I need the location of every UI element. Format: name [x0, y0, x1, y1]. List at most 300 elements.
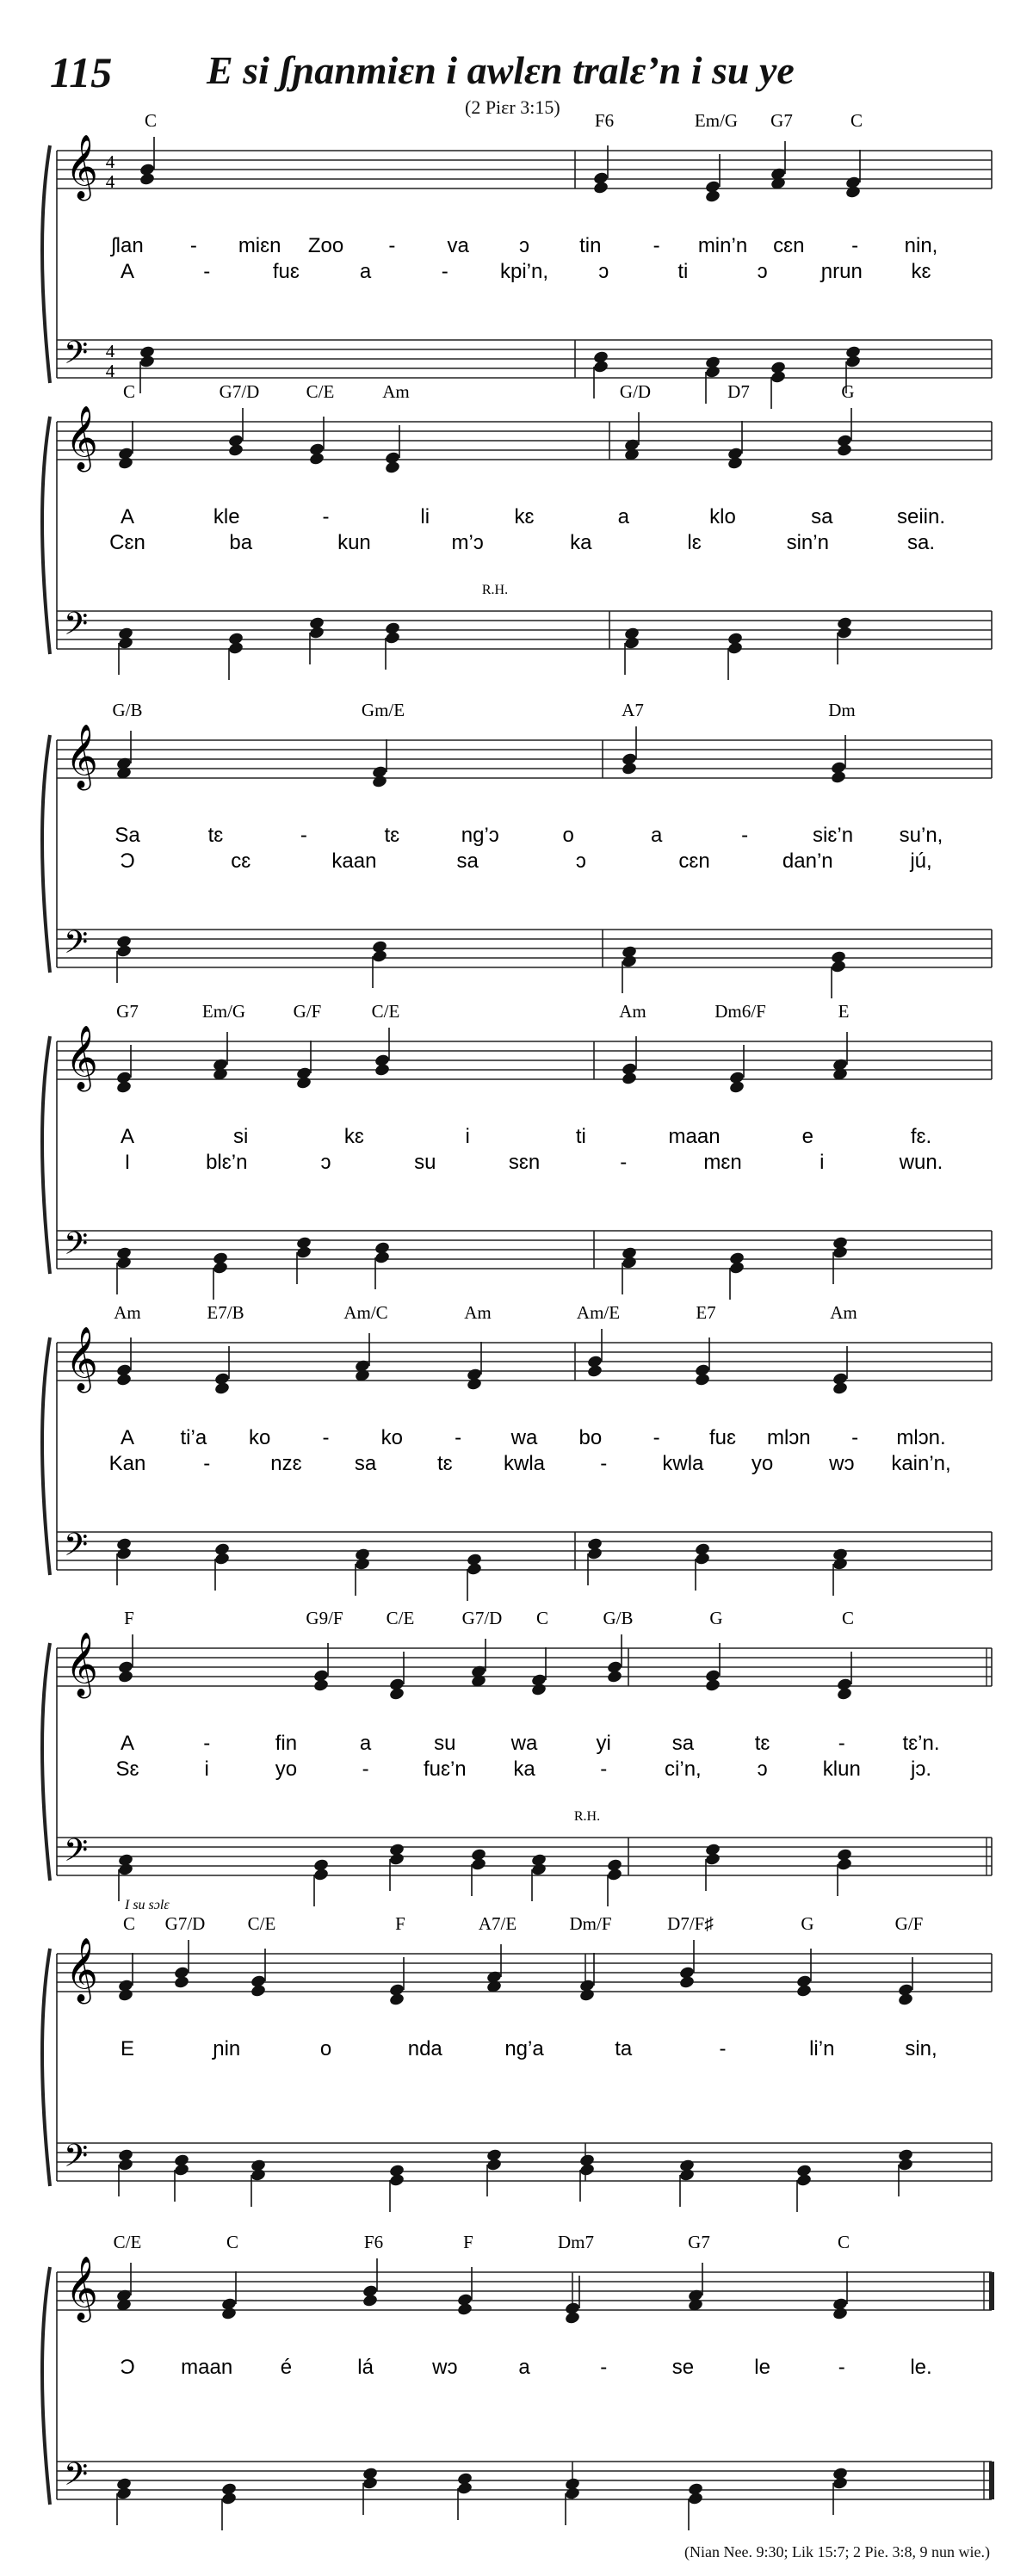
- bass-note: [117, 1863, 133, 1877]
- bass-note: [830, 960, 846, 974]
- chord-symbol: C: [122, 1913, 136, 1934]
- treble-note: [362, 2294, 378, 2308]
- lyric-verse-2: yo: [751, 1452, 774, 1475]
- lyric-verse-2: I: [124, 1151, 131, 1174]
- lyric-verse-1: -: [741, 824, 749, 847]
- lyric-verse-2: dan’n: [782, 849, 833, 873]
- lyric-verse-2: kɛ: [911, 260, 931, 283]
- tempo-marking: I su sɔlɛ: [125, 1898, 170, 1912]
- bass-note: [212, 1261, 228, 1276]
- lyric-verse-2: ba: [229, 531, 253, 554]
- lyric-verse-1: wɔ: [432, 2356, 458, 2379]
- chord-symbol: Am: [464, 1302, 492, 1323]
- chord-symbol: G/F: [894, 1913, 924, 1934]
- chord-symbol: G/B: [603, 1608, 634, 1628]
- treble-note: [836, 443, 852, 458]
- chord-symbol: G7: [688, 2232, 710, 2252]
- treble-note: [830, 770, 846, 785]
- chord-symbol: C/E: [386, 1608, 415, 1628]
- system-brace: [42, 145, 50, 383]
- bass-note: [621, 954, 637, 969]
- chord-symbol: G7: [116, 1001, 139, 1022]
- lyric-verse-1: a: [650, 824, 663, 847]
- treble-note: [388, 1687, 405, 1702]
- lyric-verse-2: klun: [822, 1757, 861, 1781]
- chord-symbol: Am/E: [576, 1302, 621, 1323]
- treble-note: [466, 1377, 482, 1392]
- chord-symbol: Am: [114, 1302, 141, 1323]
- lyric-verse-1: -: [653, 234, 660, 257]
- lyric-verse-1: lá: [357, 2356, 374, 2379]
- bass-note: [687, 2492, 703, 2506]
- lyric-verse-1: tɛ: [754, 1732, 770, 1755]
- chord-symbol: C/E: [306, 381, 335, 402]
- bass-note: [832, 1557, 848, 1572]
- treble-note: [115, 1373, 132, 1387]
- chord-symbol: G: [709, 1608, 723, 1628]
- lyric-verse-2: tɛ: [436, 1452, 453, 1475]
- chord-symbol: E7/B: [207, 1302, 244, 1323]
- lyric-verse-1: fɛ.: [910, 1125, 932, 1148]
- lyric-verse-2: Cɛn: [109, 531, 145, 554]
- bass-note: [623, 636, 640, 651]
- lyric-verse-2: jɔ.: [911, 1757, 931, 1781]
- treble-note: [694, 1373, 710, 1387]
- footer-references: (Nian Nee. 9:30; Lik 15:7; 2 Pie. 3:8, 9 nun wie.): [684, 2543, 990, 2561]
- lyric-verse-2: yo: [275, 1757, 298, 1781]
- lyric-verse-1: A: [120, 505, 135, 528]
- lyric-verse-1: ta: [615, 2037, 633, 2060]
- lyric-verse-2: ɲrun: [820, 260, 863, 283]
- chord-symbol: F: [463, 2232, 473, 2252]
- bass-note: [388, 1852, 405, 1867]
- chord-symbol: C: [837, 2232, 851, 2252]
- lyric-verse-1: va: [447, 234, 469, 257]
- treble-note: [117, 456, 133, 471]
- chord-symbol: G/D: [619, 381, 652, 402]
- lyric-verse-2: kwla: [503, 1452, 546, 1475]
- treble-note: [844, 185, 861, 200]
- treble-note: [586, 1364, 603, 1379]
- lyric-verse-2: -: [600, 1757, 608, 1781]
- bass-note: [470, 1857, 486, 1872]
- system-brace: [42, 1643, 50, 1881]
- bass-note: [374, 1251, 390, 1265]
- lyric-verse-2: ɔ: [757, 1757, 768, 1781]
- treble-clef-icon: 𝄞: [65, 135, 98, 199]
- treble-note: [727, 456, 743, 471]
- lyric-verse-1: Ɔ: [120, 2356, 135, 2379]
- lyric-verse-1: sin,: [905, 2037, 937, 2060]
- bass-note: [220, 2492, 237, 2506]
- lyric-verse-2: Kan: [108, 1452, 146, 1475]
- bass-note: [115, 944, 132, 959]
- bass-note: [115, 1256, 132, 1270]
- lyric-verse-2: ɔ: [575, 849, 586, 873]
- bass-note: [795, 2173, 812, 2188]
- lyric-verse-2: i: [204, 1757, 209, 1781]
- bass-note: [728, 1261, 745, 1276]
- bass-note: [694, 1552, 710, 1566]
- chord-symbol: Dm7: [558, 2232, 594, 2252]
- chord-symbol: G: [801, 1913, 814, 1934]
- lyric-verse-2: lɛ: [687, 531, 702, 554]
- lyric-verse-1: a: [359, 1732, 372, 1755]
- lyric-verse-1: bo: [578, 1426, 603, 1449]
- lyric-verse-1: ko: [248, 1426, 271, 1449]
- bass-note: [621, 1256, 637, 1270]
- lyric-verse-1: -: [455, 1426, 462, 1449]
- lyric-verse-1: -: [653, 1426, 660, 1449]
- lyric-verse-2: -: [600, 1452, 608, 1475]
- hymn-title: E si ʃɲanmiɛn i awlɛn tralɛ’n i su ye: [207, 48, 795, 92]
- lyric-verse-1: A: [120, 1125, 135, 1148]
- chord-symbol: Em/G: [694, 110, 739, 131]
- treble-note: [295, 1076, 312, 1090]
- treble-note: [371, 775, 387, 789]
- lyric-verse-1: ng’a: [504, 2037, 544, 2060]
- chord-symbol: G7/D: [461, 1608, 503, 1628]
- lyric-verse-1: fuɛ: [708, 1426, 737, 1449]
- lyric-verse-1: maan: [181, 2356, 233, 2379]
- bass-note: [213, 1552, 230, 1566]
- lyric-verse-1: ng’ɔ: [461, 824, 499, 847]
- treble-note: [139, 172, 155, 187]
- bass-clef-icon: 𝄢: [64, 2138, 89, 2182]
- bass-note: [704, 1852, 721, 1867]
- bass-note: [384, 631, 400, 646]
- lyric-verse-2: Ɔ: [120, 849, 135, 873]
- treble-note: [173, 1975, 189, 1990]
- lyric-verse-2: ci’n,: [665, 1757, 702, 1781]
- chord-symbol: F6: [594, 110, 615, 131]
- chord-symbol: G9/F: [306, 1608, 343, 1628]
- lyric-verse-1: fin: [275, 1732, 298, 1755]
- lyric-verse-2: kain’n,: [891, 1452, 951, 1475]
- lyric-verse-1: mlɔn: [766, 1426, 811, 1449]
- lyric-verse-1: i: [465, 1125, 470, 1148]
- lyric-verse-1: wa: [510, 1426, 538, 1449]
- treble-note: [592, 181, 609, 195]
- chord-symbol: G/B: [112, 700, 143, 720]
- lyric-verse-1: E: [120, 2037, 135, 2060]
- bass-note: [371, 949, 387, 964]
- bass-note: [173, 2163, 189, 2178]
- lyric-verse-1: li’n: [809, 2037, 835, 2060]
- treble-note: [836, 1687, 852, 1702]
- treble-clef-icon: 𝄞: [65, 1938, 98, 2002]
- lyric-verse-1: maan: [668, 1125, 721, 1148]
- lyric-verse-1: cɛn: [773, 234, 805, 257]
- chord-symbol: C: [226, 2232, 239, 2252]
- lyric-verse-1: tɛ’n.: [902, 1732, 940, 1755]
- chord-symbol: C/E: [247, 1913, 276, 1934]
- lyric-verse-1: le: [754, 2356, 770, 2379]
- bass-note: [117, 2158, 133, 2172]
- lyric-verse-2: su: [414, 1151, 436, 1174]
- chord-symbol: Dm6/F: [714, 1001, 766, 1022]
- lyric-verse-1: tɛ: [384, 824, 400, 847]
- lyric-verse-1: le.: [910, 2356, 932, 2379]
- chord-symbol: Am: [619, 1001, 646, 1022]
- lyric-verse-1: kɛ: [343, 1125, 364, 1148]
- treble-note: [456, 2302, 473, 2317]
- bass-note: [312, 1868, 329, 1882]
- bass-clef-icon: 𝄢: [64, 606, 89, 650]
- treble-note: [678, 1975, 695, 1990]
- treble-note: [832, 1381, 848, 1396]
- lyric-verse-2: kun: [337, 531, 371, 554]
- chord-symbol: C/E: [371, 1001, 400, 1022]
- lyric-verse-1: seiin.: [896, 505, 946, 528]
- lyric-verse-2: i: [820, 1151, 825, 1174]
- bass-note: [844, 355, 861, 369]
- lyric-verse-1: o: [562, 824, 574, 847]
- lyric-verse-1: -: [851, 234, 859, 257]
- treble-note: [213, 1381, 230, 1396]
- bass-note: [727, 641, 743, 656]
- bass-note: [586, 1547, 603, 1561]
- treble-note: [374, 1063, 390, 1078]
- chord-symbol: C: [122, 381, 136, 402]
- bass-note: [836, 1857, 852, 1872]
- bass-note: [308, 626, 325, 640]
- bass-note: [295, 1245, 312, 1260]
- bass-note: [456, 2481, 473, 2496]
- chord-symbol: C: [841, 1608, 855, 1628]
- lyric-verse-1: su’n,: [899, 824, 943, 847]
- lyric-verse-2: jú,: [910, 849, 932, 873]
- system-brace: [42, 735, 50, 973]
- chord-symbol: Em/G: [201, 1001, 246, 1022]
- chord-symbol: F: [124, 1608, 134, 1628]
- lyric-verse-1: -: [600, 2356, 608, 2379]
- lyric-verse-1: ti: [575, 1125, 586, 1148]
- lyric-verse-1: kle: [213, 505, 240, 528]
- lyric-verse-1: se: [671, 2356, 695, 2379]
- lyric-verse-1: tin: [579, 234, 602, 257]
- treble-note: [115, 1080, 132, 1095]
- lyric-verse-1: yi: [596, 1732, 611, 1755]
- bass-note: [704, 365, 721, 380]
- treble-note: [312, 1678, 329, 1693]
- chord-symbol: Gm/E: [361, 700, 405, 720]
- lyric-verse-2: ɔ: [598, 260, 609, 283]
- lyric-verse-2: mɛn: [703, 1151, 742, 1174]
- lyric-verse-1: ko: [380, 1426, 404, 1449]
- lyric-verse-1: sa: [671, 1732, 695, 1755]
- lyric-verse-2: -: [203, 1452, 211, 1475]
- lyric-verse-1: -: [851, 1426, 859, 1449]
- chord-symbol: C: [144, 110, 158, 131]
- lyric-verse-1: -: [322, 505, 330, 528]
- treble-note: [220, 2307, 237, 2321]
- system-3: [42, 725, 992, 998]
- treble-clef-icon: 𝄞: [65, 725, 98, 788]
- bass-note: [530, 1863, 547, 1877]
- treble-note: [227, 443, 244, 458]
- chord-symbol: E7: [696, 1302, 716, 1323]
- treble-note: [250, 1984, 266, 1998]
- lyric-verse-1: li: [420, 505, 430, 528]
- chord-symbol: G7/D: [164, 1913, 206, 1934]
- bass-note: [115, 1547, 132, 1561]
- bass-note: [836, 626, 852, 640]
- system-brace: [42, 2267, 50, 2505]
- bass-note: [115, 2486, 132, 2501]
- bass-note: [388, 2173, 405, 2188]
- lyric-verse-1: -: [719, 2037, 727, 2060]
- lyric-verse-2: wun.: [899, 1151, 943, 1174]
- chord-symbol: A7: [622, 700, 644, 720]
- lyric-verse-2: kwla: [662, 1452, 704, 1475]
- lyric-verse-1: -: [388, 234, 396, 257]
- bass-note: [117, 636, 133, 651]
- lyric-verse-1: ɔ: [519, 234, 529, 257]
- lyric-verse-1: o: [319, 2037, 332, 2060]
- bass-note: [139, 355, 155, 369]
- lyric-verse-1: tɛ: [207, 824, 224, 847]
- chord-symbol: C: [535, 1608, 549, 1628]
- treble-note: [621, 762, 637, 776]
- lyric-verse-2: ɔ: [757, 260, 768, 283]
- lyric-verse-2: cɛ: [231, 849, 251, 873]
- lyric-verse-2: m’ɔ: [451, 531, 484, 554]
- chord-symbol: E: [838, 1001, 850, 1022]
- lyric-verse-2: sa: [456, 849, 479, 873]
- treble-clef-icon: 𝄞: [65, 406, 98, 470]
- lyric-verse-1: Sa: [114, 824, 140, 847]
- system-8: [42, 2257, 992, 2530]
- bass-note: [354, 1557, 370, 1572]
- lyric-verse-1: A: [120, 1426, 135, 1449]
- bass-note: [606, 1868, 622, 1882]
- lyric-verse-2: -: [441, 260, 448, 283]
- lyric-verse-2: sa: [354, 1452, 377, 1475]
- lyric-verse-1: siɛ’n: [813, 824, 854, 847]
- system-brace: [42, 1337, 50, 1575]
- treble-note: [308, 452, 325, 466]
- bass-note: [678, 2168, 695, 2183]
- bass-note: [592, 360, 609, 374]
- treble-clef-icon: 𝄞: [65, 2257, 98, 2320]
- treble-note: [530, 1683, 547, 1697]
- lyric-verse-2: ka: [513, 1757, 535, 1781]
- bass-note: [770, 370, 786, 385]
- bass-note: [578, 2163, 595, 2178]
- chord-symbol: C/E: [113, 2232, 142, 2252]
- chord-symbol: G: [841, 381, 855, 402]
- bass-note: [486, 2158, 502, 2172]
- lyric-verse-2: ɔ: [320, 1151, 331, 1174]
- scripture-reference: (2 Piɛr 3:15): [465, 96, 560, 118]
- chord-symbol: Dm/F: [569, 1913, 612, 1934]
- lyric-verse-1: -: [838, 1732, 845, 1755]
- lyric-verse-2: fuɛ: [272, 260, 300, 283]
- lyric-verse-2: wɔ: [829, 1452, 855, 1475]
- bass-note: [362, 2476, 378, 2491]
- lyric-verse-1: min’n: [697, 234, 748, 257]
- lyric-verse-1: A: [120, 1732, 135, 1755]
- lyric-verse-2: ka: [570, 531, 592, 554]
- lyric-verse-2: A: [120, 260, 135, 283]
- time-signature-bottom: 4: [105, 171, 115, 192]
- lyric-verse-1: ʃlan: [111, 234, 144, 257]
- lyric-verse-2: -: [620, 1151, 628, 1174]
- chord-symbol: D7/F♯: [667, 1913, 714, 1934]
- bass-note: [227, 641, 244, 656]
- chord-symbol: C: [850, 110, 863, 131]
- treble-note: [621, 1072, 637, 1086]
- lyric-verse-2: ti: [677, 260, 689, 283]
- treble-note: [728, 1080, 745, 1095]
- lyric-verse-1: miɛn: [238, 234, 281, 257]
- treble-note: [117, 1670, 133, 1684]
- lyric-verse-1: ɲin: [213, 2037, 241, 2060]
- lyric-verse-1: kɛ: [514, 505, 535, 528]
- chord-symbol: G7: [770, 110, 793, 131]
- lyric-verse-2: kpi’n,: [499, 260, 549, 283]
- time-signature-top: 4: [105, 151, 115, 172]
- treble-note: [897, 1992, 913, 2007]
- lyric-verse-1: si: [233, 1125, 249, 1148]
- lyric-verse-2: Sɛ: [115, 1757, 139, 1781]
- lyric-verse-1: nda: [407, 2037, 442, 2060]
- lyric-verse-1: Zoo: [307, 234, 344, 257]
- lyric-verse-1: mlɔn.: [896, 1426, 946, 1449]
- chord-symbol: G7/D: [219, 381, 260, 402]
- time-signature-bottom: 4: [105, 361, 115, 381]
- lyric-verse-2: sin’n: [786, 531, 829, 554]
- bass-clef-icon: 𝄢: [64, 1527, 89, 1571]
- chord-symbol: Am: [382, 381, 410, 402]
- system-brace: [42, 417, 50, 654]
- lyric-verse-1: wa: [510, 1732, 538, 1755]
- lyric-verse-2: sa.: [906, 531, 936, 554]
- lyric-verse-1: ti’a: [180, 1426, 207, 1449]
- bass-note: [897, 2158, 913, 2172]
- lyric-verse-1: -: [300, 824, 307, 847]
- lyric-verse-2: fuɛ’n: [423, 1757, 467, 1781]
- bass-note: [832, 2476, 848, 2491]
- treble-note: [578, 1988, 595, 2003]
- lyric-verse-1: -: [322, 1426, 330, 1449]
- bass-note: [564, 2486, 580, 2501]
- chord-symbol: Dm: [828, 700, 856, 720]
- bass-clef-icon: 𝄢: [64, 335, 89, 379]
- treble-clef-icon: 𝄞: [65, 1327, 98, 1391]
- chord-symbol: A7/E: [478, 1913, 517, 1934]
- bass-clef-icon: 𝄢: [64, 924, 89, 968]
- chord-symbol: F: [395, 1913, 405, 1934]
- time-signature-top: 4: [105, 341, 115, 361]
- lyric-verse-1: -: [189, 234, 197, 257]
- treble-note: [606, 1670, 622, 1684]
- lyric-verse-2: kaan: [331, 849, 377, 873]
- lyric-verse-1: -: [203, 1732, 211, 1755]
- treble-note: [795, 1984, 812, 1998]
- lyric-verse-1: su: [434, 1732, 456, 1755]
- bass-clef-icon: 𝄢: [64, 1832, 89, 1876]
- lyric-verse-1: é: [280, 2356, 293, 2379]
- lyric-verse-1: e: [801, 1125, 813, 1148]
- right-hand-mark: R.H.: [573, 1809, 601, 1824]
- chord-symbol: F6: [363, 2232, 384, 2252]
- right-hand-mark: R.H.: [481, 583, 509, 597]
- lyric-verse-2: a: [359, 260, 372, 283]
- lyric-verse-2: cɛn: [678, 849, 710, 873]
- bass-clef-icon: 𝄢: [64, 1226, 89, 1269]
